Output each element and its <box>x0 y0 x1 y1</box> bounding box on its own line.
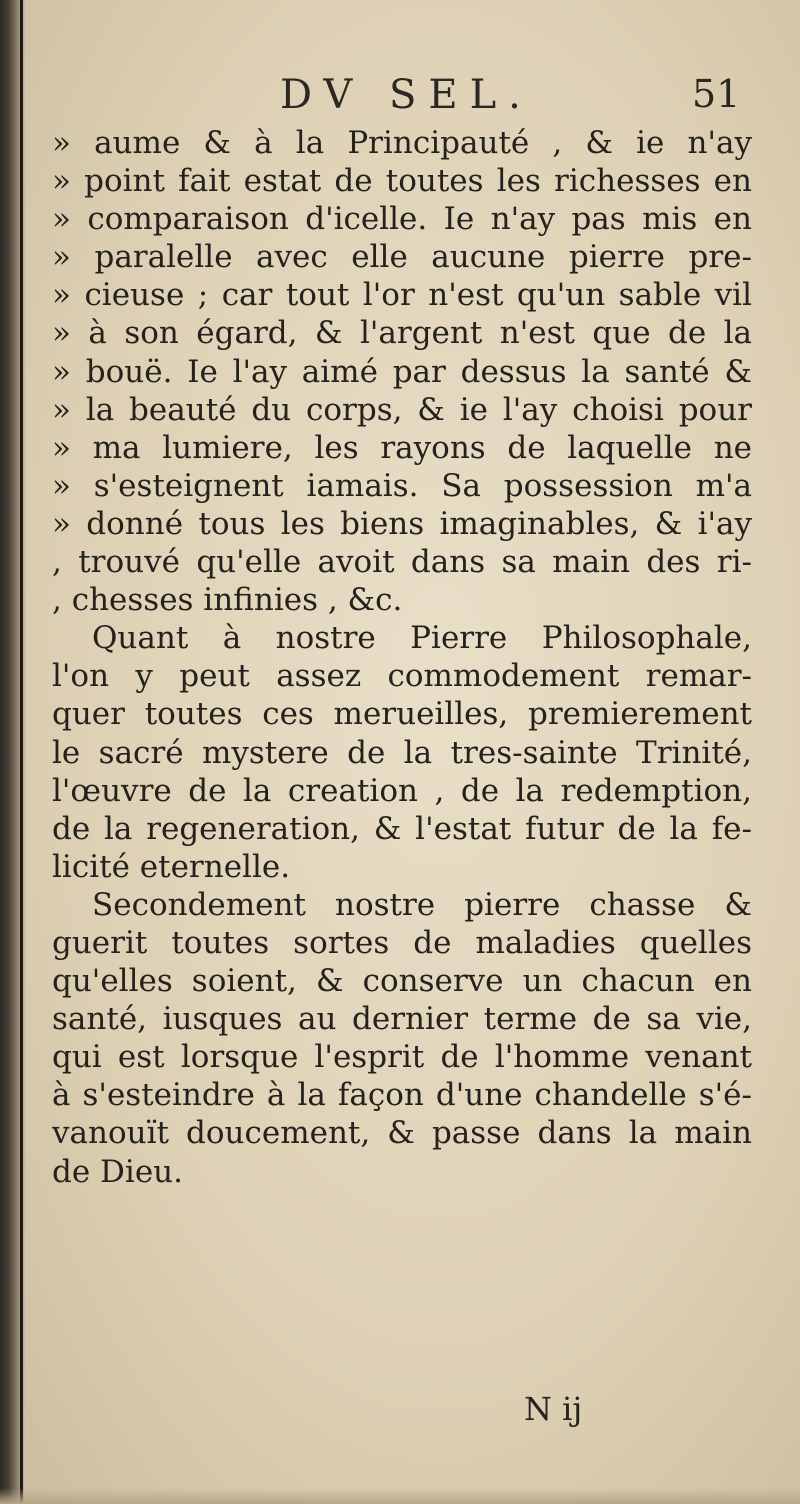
text-line: » s'esteignent iamais. Sa possession m'a <box>52 467 752 504</box>
running-head: DV SEL. <box>280 72 533 118</box>
text-line: de Dieu. <box>52 1153 183 1190</box>
text-line: santé, iusques au dernier terme de sa vie, <box>52 1001 752 1038</box>
text-line: » comparaison d'icelle. Ie n'ay pas mis en <box>52 201 752 238</box>
text-line: , chesses infinies , &c. <box>52 582 403 619</box>
text-line: » cieuse ; car tout l'or n'est qu'un sable vil <box>52 277 752 314</box>
text-line: , trouvé qu'elle avoit dans sa main des ri- <box>52 544 752 581</box>
text-line: » la beauté du corps, & ie l'ay choisi pour <box>52 391 752 428</box>
text-line: » aume & à la Principauté , & ie n'ay <box>52 125 752 161</box>
page-header <box>0 72 800 122</box>
text-line: qui est lorsque l'esprit de l'homme venant <box>52 1039 752 1076</box>
text-line: » donné tous les biens imaginables, & i'ay <box>52 505 752 542</box>
binding-edge <box>20 0 23 1504</box>
page-number: 51 <box>692 72 741 116</box>
text-line: Quant à nostre Pierre Philosophale, <box>92 620 752 657</box>
text-line: Secondement nostre pierre chasse & <box>92 886 752 923</box>
text-line: » ma lumiere, les rayons de laquelle ne <box>52 429 752 466</box>
text-line: » point fait estat de toutes les richesses en <box>52 163 752 200</box>
text-line: » à son égard, & l'argent n'est que de la <box>52 315 752 352</box>
page-bottom-edge <box>0 1488 800 1504</box>
text-line: vanouït doucement, & passe dans la main <box>52 1115 752 1152</box>
text-line: quer toutes ces merueilles, premierement <box>52 696 752 733</box>
text-line: l'on y peut assez commodement remar- <box>52 658 752 695</box>
text-line: guerit toutes sortes de maladies quelles <box>52 924 752 961</box>
text-line: qu'elles soient, & conserve un chacun en <box>52 963 752 1000</box>
text-line: de la regeneration, & l'estat futur de la fe- <box>52 810 752 847</box>
text-line: à s'esteindre à la façon d'une chandelle s'é- <box>52 1077 752 1114</box>
text-line: » bouë. Ie l'ay aimé par dessus la santé & <box>52 353 752 390</box>
text-line: le sacré mystere de la tres-sainte Trinité, <box>52 734 752 771</box>
text-line: licité eternelle. <box>52 848 291 885</box>
text-line: l'œuvre de la creation , de la redemption, <box>52 772 752 809</box>
signature-mark: N ij <box>524 1390 583 1428</box>
body-text <box>52 124 752 1191</box>
text-line: » paralelle avec elle aucune pierre pre- <box>52 239 752 276</box>
